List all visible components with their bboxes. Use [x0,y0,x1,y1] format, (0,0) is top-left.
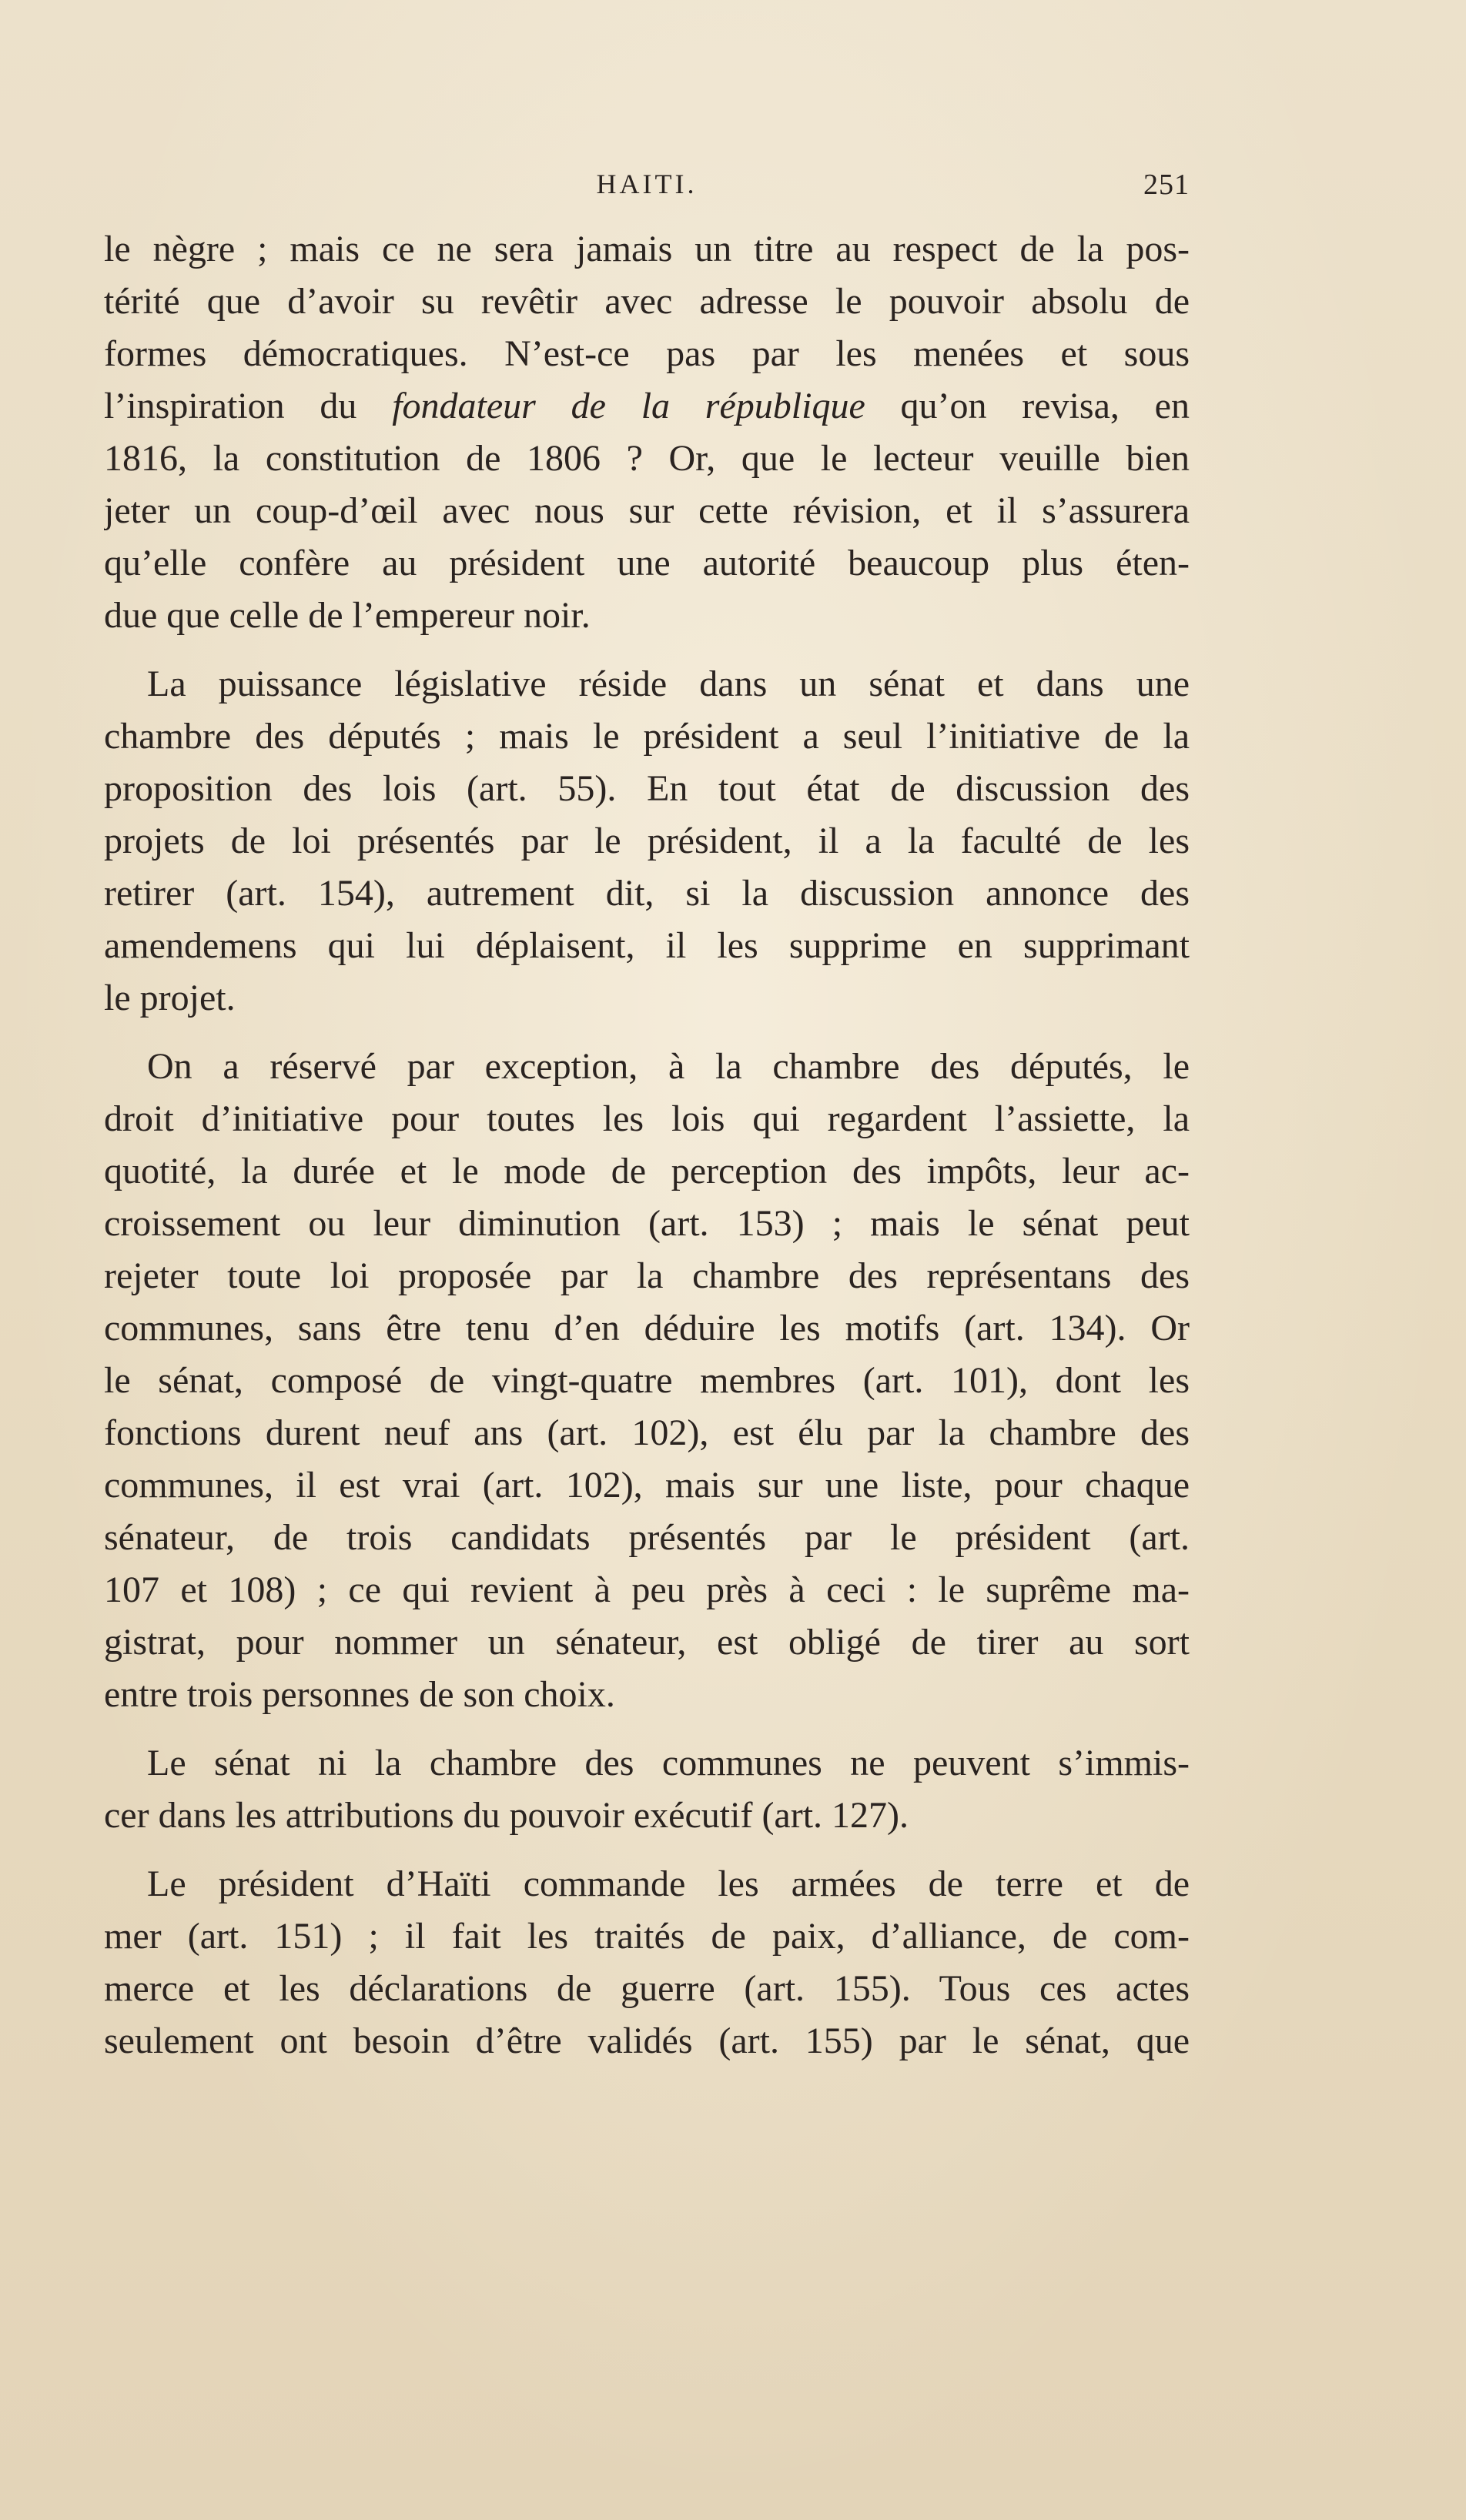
text-line: térité que d’avoir su revêtir avec adresse le pouvoir absolu de [104,281,1190,322]
text-line: le nègre ; mais ce ne sera jamais un titre au respect de la pos- [104,229,1190,269]
body-text [104,223,1190,2067]
text-run: qu’on revisa, en [865,386,1190,426]
text-line: Le président d’Haïti commande les armées de terre et de [147,1863,1190,1904]
text-line: droit d’initiative pour toutes les lois qui regardent l’assiette, la [104,1098,1190,1139]
text-line: On a réservé par exception, à la chambre des députés, le [147,1046,1190,1087]
text-line: le sénat, composé de vingt-quatre membres (art. 101), dont les [104,1360,1190,1401]
text-line: formes démocratiques. N’est-ce pas par les menées et sous [104,333,1190,374]
paragraph-1 [104,223,1190,642]
text-line: rejeter toute loi proposée par la chambre des représentans des [104,1255,1190,1296]
text-line: seulement ont besoin d’être validés (art. 155) par le sénat, que [104,2020,1190,2061]
text-line: croissement ou leur diminution (art. 153) ; mais le sénat peut [104,1203,1190,1244]
page-number: 251 [1143,169,1190,201]
text-line: proposition des lois (art. 55). En tout état de discussion des [104,768,1190,809]
text-line: merce et les déclarations de guerre (art. 155). Tous ces actes [104,1968,1190,2009]
page-header [104,168,1190,214]
paragraph-5 [104,1858,1190,2067]
text-line: entre trois personnes de son choix. [104,1674,615,1715]
paragraph-4 [104,1737,1190,1842]
text-line: 1816, la constitution de 1806 ? Or, que le lecteur veuille bien [104,438,1190,479]
text-line: jeter un coup-d’œil avec nous sur cette révision, et il s’assurera [104,490,1190,531]
text-line: mer (art. 151) ; il fait les traités de paix, d’alliance, de com- [104,1916,1190,1957]
text-line: amendemens qui lui déplaisent, il les supprime en supprimant [104,925,1190,966]
text-line: due que celle de l’empereur noir. [104,595,591,636]
text-line: La puissance législative réside dans un sénat et dans une [147,663,1190,704]
text-line: retirer (art. 154), autrement dit, si la discussion annonce des [104,873,1190,914]
text-line-with-italic [104,380,1190,433]
paragraph-3 [104,1041,1190,1721]
text-line: chambre des députés ; mais le président a seul l’initiative de la [104,716,1190,757]
running-title: HAITI. [596,169,698,199]
text-line: communes, sans être tenu d’en déduire les motifs (art. 134). Or [104,1308,1190,1349]
text-line: Le sénat ni la chambre des communes ne peuvent s’immis- [147,1743,1190,1783]
text-line: projets de loi présentés par le président, il a la faculté de les [104,821,1190,861]
text-line: communes, il est vrai (art. 102), mais sur une liste, pour chaque [104,1465,1190,1506]
text-line: quotité, la durée et le mode de perception des impôts, leur ac- [104,1151,1190,1191]
paragraph-2 [104,658,1190,1024]
text-line: le projet. [104,978,236,1018]
text-line: qu’elle confère au président une autorité beaucoup plus éten- [104,543,1190,583]
text-line: 107 et 108) ; ce qui revient à peu près à ceci : le suprême ma- [104,1569,1190,1610]
text-line: gistrat, pour nommer un sénateur, est obligé de tirer au sort [104,1622,1190,1663]
italic-phrase: fondateur de la république [392,386,865,426]
text-line: fonctions durent neuf ans (art. 102), est élu par la chambre des [104,1412,1190,1453]
text-line: sénateur, de trois candidats présentés par le président (art. [104,1517,1190,1558]
text-line: cer dans les attributions du pouvoir exécutif (art. 127). [104,1795,909,1836]
text-run: l’inspiration du [104,386,393,426]
